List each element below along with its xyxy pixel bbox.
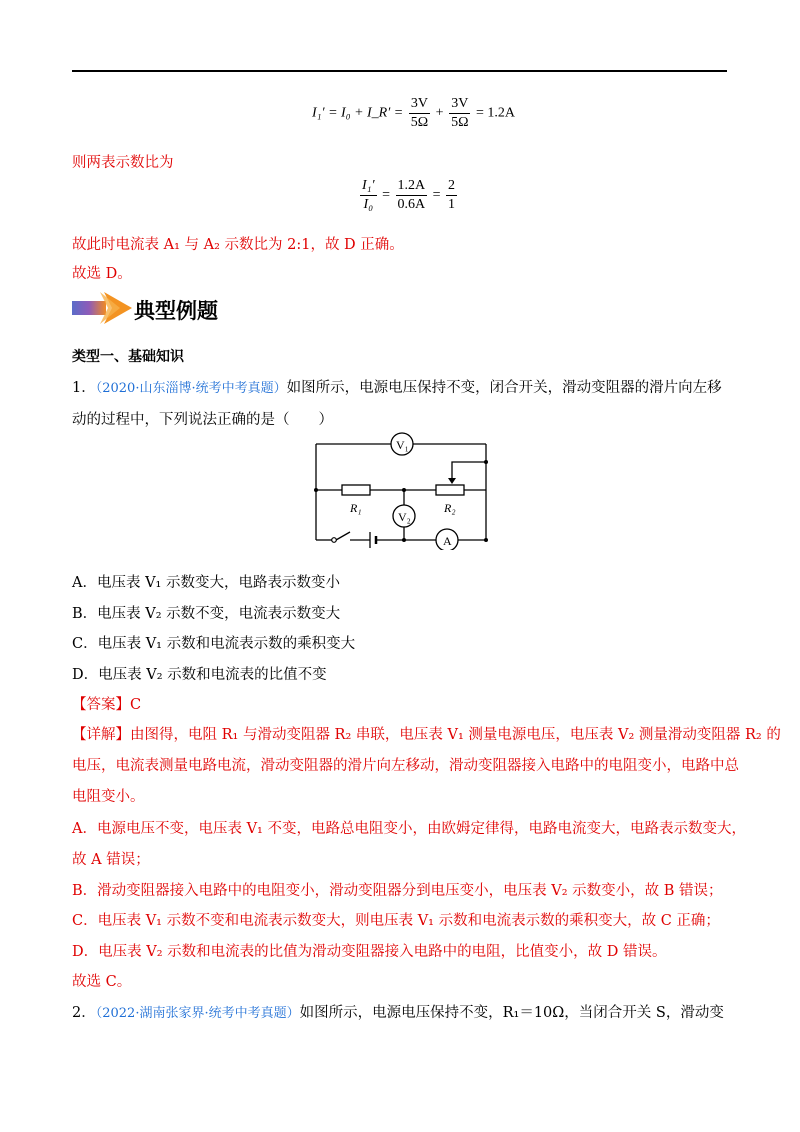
- conclusion-line: 故此时电流表 A₁ 与 A₂ 示数比为 2:1，故 D 正确。: [72, 237, 404, 253]
- formula-result: = 1.2A: [475, 105, 515, 121]
- detail-line-6: B．滑动变阻器接入电路中的电阻变小，滑动变阻器分到电压变小，电压表 V₂ 示数变小，故 B 错误；: [72, 883, 723, 899]
- fraction-mid: $\frac{1.2A}{0.6A}$: [397, 178, 426, 212]
- question-1-line-a: [72, 376, 722, 397]
- detail-line-2: 电压，电流表测量电路电流，滑动变阻器的滑片向左移动，滑动变阻器接入电路中的电阻变小，电路中总: [72, 758, 739, 774]
- meter-a-label: A: [443, 534, 452, 548]
- fraction-lhs: $\frac{\text{I₁′}}{\text{I₀}}$: [362, 178, 375, 212]
- section-heading: 类型一、基础知识: [72, 349, 184, 365]
- answer-label: 【答案】C: [72, 697, 142, 713]
- pick-c: 故选 C。: [72, 974, 132, 990]
- detail-line-1: 【详解】由图得，电阻 R₁ 与滑动变阻器 R₂ 串联，电压表 V₁ 测量电源电压，电压表 V₂ 测量滑动变阻器 R₂ 的: [72, 727, 781, 743]
- question-text: 如图所示，电源电压保持不变，闭合开关，滑动变阻器的滑片向左移: [286, 380, 722, 396]
- option-b: B．电压表 V₂ 示数不变，电流表示数变大: [72, 606, 341, 622]
- circuit-diagram: [306, 432, 506, 550]
- formula-lhs: I₁′ = I₀ + I_R′ =: [312, 105, 404, 121]
- formula-current-sum: I₁′ = I₀ + I_R′ = $\frac{3V}{5\Omega}$ + $\frac{3V}{5\Omega}$ = 1.2A: [312, 96, 515, 130]
- question-source: （2022·湖南张家界·统考中考真题）: [95, 1006, 300, 1021]
- fraction-right: $\frac{2}{1}$: [448, 178, 456, 212]
- question-number: 1．: [72, 380, 96, 396]
- fraction-term1: $\frac{3V}{5\Omega}$: [410, 96, 429, 130]
- meter-v2-label: V₂: [398, 510, 411, 524]
- resistor-r2-label: R₂: [444, 501, 456, 515]
- header-rule: [72, 70, 727, 72]
- arrow-icon: [72, 290, 134, 326]
- detail-line-7: C．电压表 V₁ 示数不变和电流表示数变大，则电压表 V₁ 示数和电流表示数的乘积变大，故 C 正确；: [72, 913, 720, 929]
- question-2-line: [72, 1001, 724, 1022]
- ratio-intro: 则两表示数比为: [72, 155, 174, 171]
- fraction-term2: $\frac{3V}{5\Omega}$: [451, 96, 469, 130]
- resistor-r1-label: R₁: [350, 501, 362, 515]
- question-1-line-b: 动的过程中，下列说法正确的是（ ）: [72, 412, 333, 428]
- detail-line-8: D．电压表 V₂ 示数和电流表的比值为滑动变阻器接入电路中的电阻，比值变小，故 D 错误。: [72, 944, 667, 960]
- option-d: D．电压表 V₂ 示数和电流表的比值不变: [72, 667, 327, 683]
- detail-line-5: 故 A 错误；: [72, 852, 150, 868]
- pick-d: 故选 D。: [72, 266, 132, 282]
- option-c: C．电压表 V₁ 示数和电流表示数的乘积变大: [72, 636, 356, 652]
- question-source: （2020·山东淄博·统考中考真题）: [95, 381, 287, 396]
- meter-v1-label: V₁: [396, 438, 409, 452]
- banner-title: 典型例题: [134, 299, 218, 323]
- question-number: 2．: [72, 1005, 96, 1021]
- detail-line-3: 电阻变小。: [72, 789, 145, 805]
- question-text: 如图所示，电源电压保持不变，R₁＝10Ω，当闭合开关 S，滑动变: [299, 1005, 724, 1021]
- option-a: A．电压表 V₁ 示数变大，电路表示数变小: [72, 575, 340, 591]
- formula-ratio: $\frac{\text{I₁′}}{\text{I₀}}$ = $\frac{1.2A}{0.6A}$ = $\frac{2}{1}$: [362, 178, 456, 212]
- detail-line-4: A．电源电压不变，电压表 V₁ 不变，电路总电阻变小，由欧姆定律得，电路电流变大，电路表示数变大，: [72, 821, 746, 837]
